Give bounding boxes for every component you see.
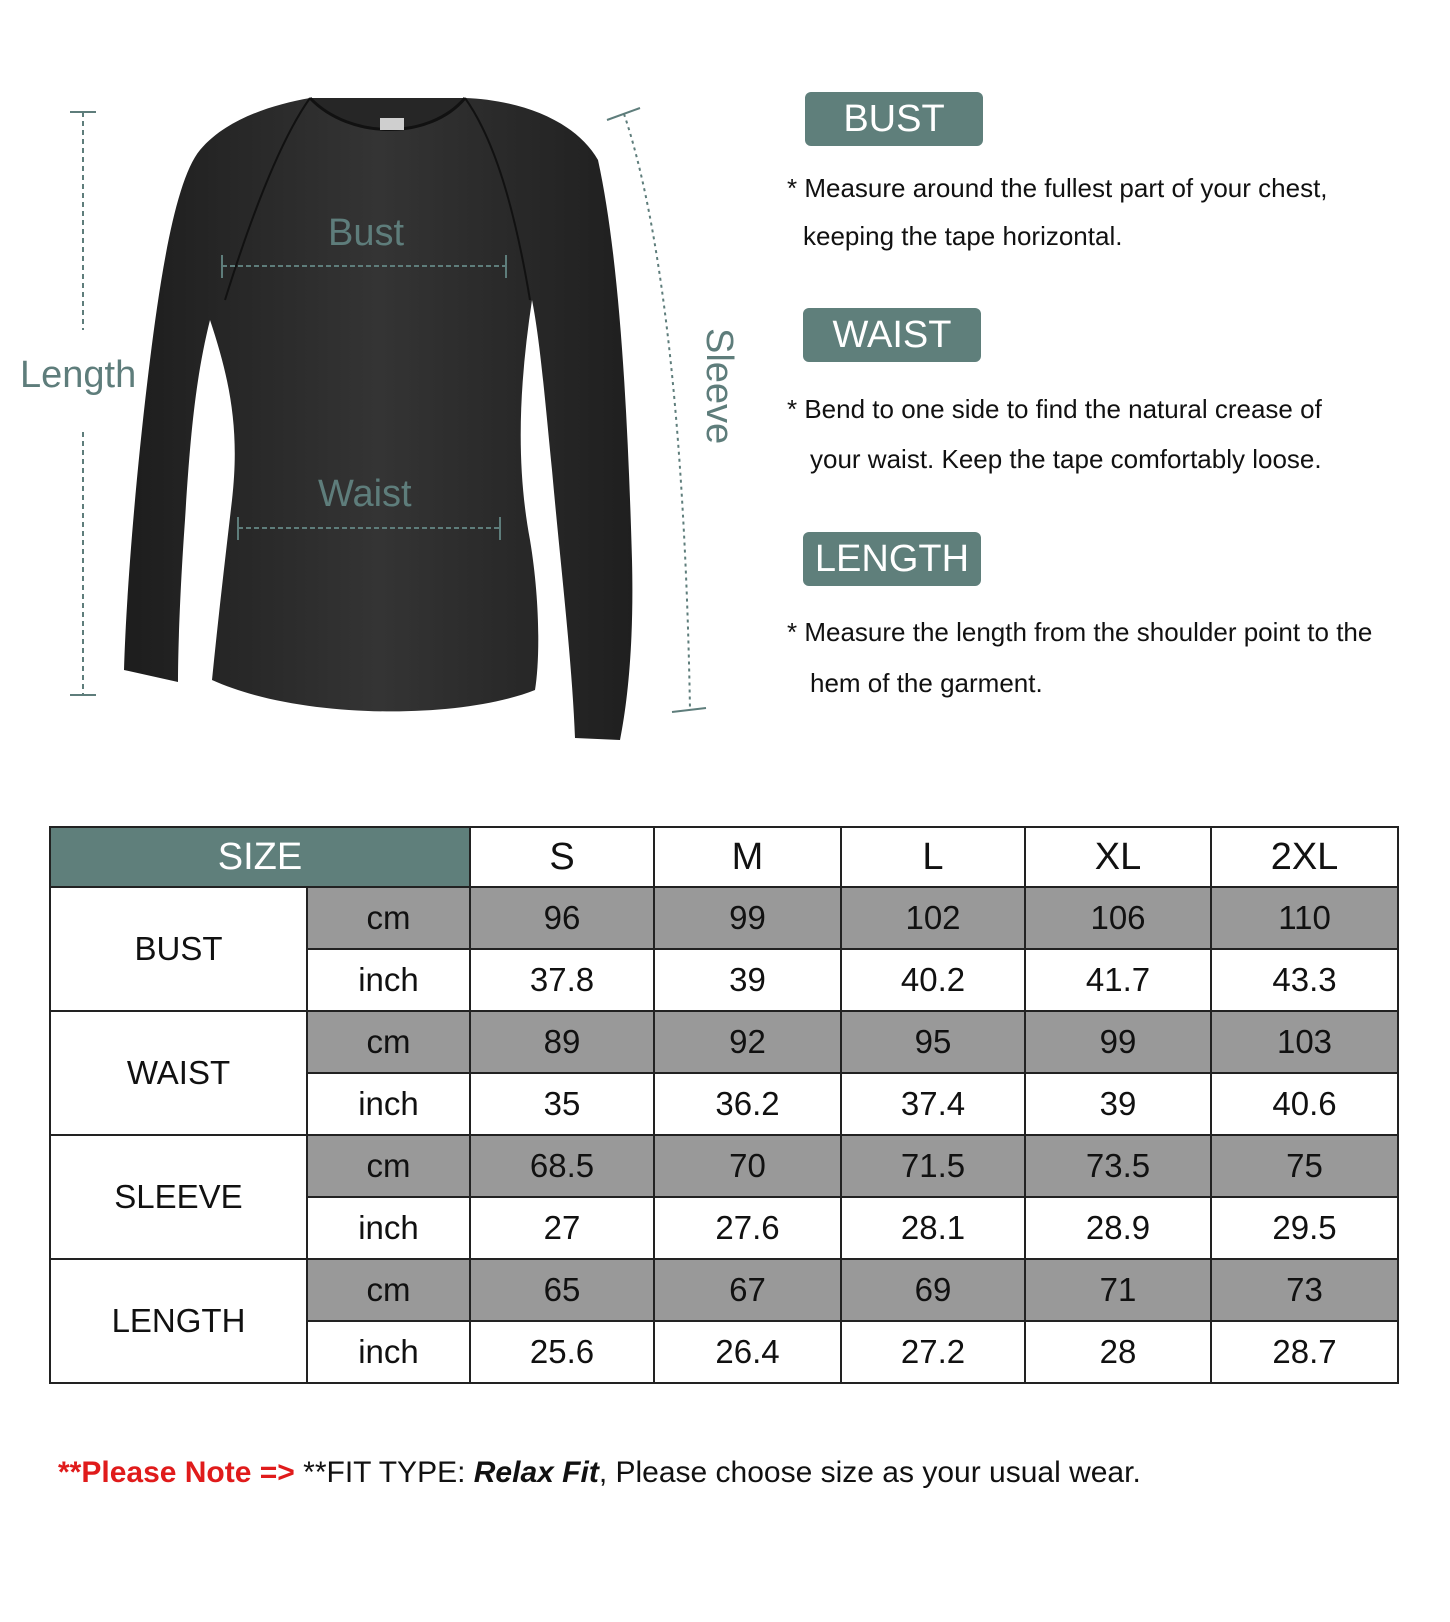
table-row: [50, 1011, 1398, 1073]
unit-cell: inch: [307, 1321, 470, 1383]
value-cell: 26.4: [654, 1321, 841, 1383]
garment-illustration: [0, 60, 760, 760]
value-cell: 40.6: [1211, 1073, 1398, 1135]
value-cell: 69: [841, 1259, 1025, 1321]
value-cell: 110: [1211, 887, 1398, 949]
note-fit-label: **FIT TYPE:: [294, 1456, 474, 1489]
waist-instruction-line-1: * Bend to one side to find the natural crease of: [787, 394, 1322, 424]
sleeve-dimension-label: Sleeve: [698, 328, 740, 445]
unit-cell: inch: [307, 1197, 470, 1259]
value-cell: 29.5: [1211, 1197, 1398, 1259]
size-m-header: M: [654, 827, 841, 887]
unit-cell: inch: [307, 949, 470, 1011]
length-instruction-line-1: * Measure the length from the shoulder point to the: [787, 617, 1373, 647]
bust-instruction-line-2: keeping the tape horizontal.: [803, 221, 1123, 251]
length-instruction-line-2: hem of the garment.: [810, 668, 1043, 698]
waist-instruction-line-2: your waist. Keep the tape comfortably loose.: [810, 444, 1322, 474]
shirt-shape: [124, 98, 632, 740]
metric-bust-label: BUST: [50, 887, 307, 1011]
size-2xl-header: 2XL: [1211, 827, 1398, 887]
unit-cell: cm: [307, 1135, 470, 1197]
value-cell: 39: [654, 949, 841, 1011]
value-cell: 27.6: [654, 1197, 841, 1259]
metric-length-label: LENGTH: [50, 1259, 307, 1383]
value-cell: 67: [654, 1259, 841, 1321]
note-suffix: , Please choose size as your usual wear.: [598, 1456, 1141, 1489]
note-fit-value: Relax Fit: [473, 1456, 599, 1489]
size-xl-header: XL: [1025, 827, 1211, 887]
value-cell: 39: [1025, 1073, 1211, 1135]
value-cell: 99: [654, 887, 841, 949]
table-row: [50, 1135, 1398, 1197]
value-cell: 43.3: [1211, 949, 1398, 1011]
value-cell: 70: [654, 1135, 841, 1197]
value-cell: 68.5: [470, 1135, 654, 1197]
unit-cell: cm: [307, 887, 470, 949]
table-row: [50, 1259, 1398, 1321]
value-cell: 28.7: [1211, 1321, 1398, 1383]
value-cell: 92: [654, 1011, 841, 1073]
value-cell: 71: [1025, 1259, 1211, 1321]
note-prefix: **Please Note =>: [58, 1456, 295, 1489]
value-cell: 75: [1211, 1135, 1398, 1197]
value-cell: 40.2: [841, 949, 1025, 1011]
bust-heading-badge: BUST: [805, 92, 983, 146]
value-cell: 96: [470, 887, 654, 949]
size-s-header: S: [470, 827, 654, 887]
metric-waist-label: WAIST: [50, 1011, 307, 1135]
value-cell: 73: [1211, 1259, 1398, 1321]
size-header-cell: SIZE: [50, 827, 470, 887]
waist-dimension-label: Waist: [318, 473, 412, 515]
bust-dimension-label: Bust: [328, 212, 405, 254]
unit-cell: inch: [307, 1073, 470, 1135]
value-cell: 71.5: [841, 1135, 1025, 1197]
value-cell: 106: [1025, 887, 1211, 949]
unit-cell: cm: [307, 1259, 470, 1321]
value-cell: 36.2: [654, 1073, 841, 1135]
unit-cell: cm: [307, 1011, 470, 1073]
value-cell: 99: [1025, 1011, 1211, 1073]
value-cell: 102: [841, 887, 1025, 949]
value-cell: 73.5: [1025, 1135, 1211, 1197]
value-cell: 27: [470, 1197, 654, 1259]
fit-note: [58, 1456, 1141, 1490]
length-dimension-label: Length: [20, 354, 137, 396]
value-cell: 28: [1025, 1321, 1211, 1383]
value-cell: 41.7: [1025, 949, 1211, 1011]
value-cell: 65: [470, 1259, 654, 1321]
value-cell: 103: [1211, 1011, 1398, 1073]
value-cell: 35: [470, 1073, 654, 1135]
value-cell: 89: [470, 1011, 654, 1073]
metric-sleeve-label: SLEEVE: [50, 1135, 307, 1259]
length-heading-badge: LENGTH: [803, 532, 981, 586]
size-chart-table: [49, 826, 1399, 1384]
value-cell: 25.6: [470, 1321, 654, 1383]
value-cell: 95: [841, 1011, 1025, 1073]
table-row: [50, 887, 1398, 949]
value-cell: 28.9: [1025, 1197, 1211, 1259]
bust-instruction-line-1: * Measure around the fullest part of your chest,: [787, 173, 1328, 203]
size-l-header: L: [841, 827, 1025, 887]
value-cell: 37.4: [841, 1073, 1025, 1135]
value-cell: 28.1: [841, 1197, 1025, 1259]
size-header-row: [50, 827, 1398, 887]
value-cell: 27.2: [841, 1321, 1025, 1383]
waist-heading-badge: WAIST: [803, 308, 981, 362]
value-cell: 37.8: [470, 949, 654, 1011]
